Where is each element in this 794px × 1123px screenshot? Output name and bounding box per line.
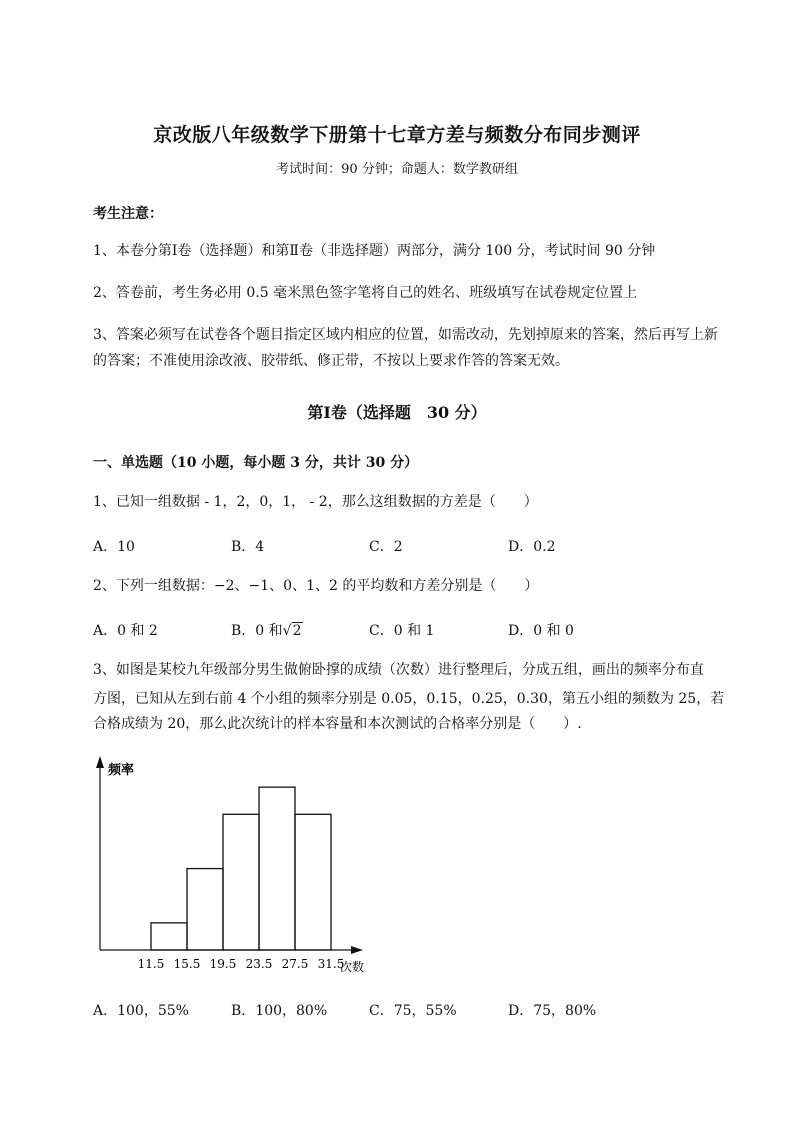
histogram-bar (223, 814, 259, 950)
frequency-histogram (88, 752, 388, 982)
q1-option-b: B．4 (231, 539, 265, 555)
y-axis-arrow (96, 756, 104, 768)
q2-option-b (231, 620, 303, 640)
notice-item-3: 3、答案必须写在试卷各个题目指定区域内相应的位置，如需改动，先划掉原来的答案，然后再写上新 (93, 327, 718, 343)
notice-heading: 考生注意： (93, 206, 163, 222)
page-title: 京改版八年级数学下册第十七章方差与频数分布同步测评 (153, 124, 641, 146)
q2-option-b-text: B．0 和 (231, 623, 283, 639)
part-title: 一、单选题（10 小题，每小题 3 分，共计 30 分） (93, 455, 419, 471)
q3-option-d: D．75，80% (508, 1003, 597, 1019)
histogram-bar (187, 869, 223, 950)
sqrt-symbol: √2 (282, 623, 302, 639)
question-3-stem-line-1: 3、如图是某校九年级部分男生做俯卧撑的成绩（次数）进行整理后，分成五组，画出的频率分布直 (93, 662, 704, 678)
x-tick-label: 11.5 (137, 957, 165, 971)
x-axis-label: 次数 (340, 960, 365, 974)
q3-option-c: C．75，55% (369, 1003, 457, 1019)
q1-option-d: D．0.2 (508, 539, 556, 555)
notice-item-2: 2、答卷前，考生务必用 0.5 毫米黑色签字笔将自己的姓名、班级填写在试卷规定位置上 (93, 285, 638, 301)
question-2-stem: 2、下列一组数据：−2、−1、0、1、2 的平均数和方差分别是（ ） (93, 578, 539, 594)
question-3-stem-line-2: 方图，已知从左到右前 4 个小组的频率分别是 0.05，0.15，0.25，0.30，第五小组的频数为 25，若 (93, 691, 725, 707)
sqrt-radicand: 2 (292, 623, 302, 639)
histogram-bar (151, 923, 187, 950)
x-tick-label: 23.5 (245, 957, 273, 971)
section-title: 第Ⅰ卷（选择题 30 分） (307, 403, 487, 422)
q1-option-c: C．2 (369, 539, 403, 555)
exam-info: 考试时间：90 分钟；命题人：数学教研组 (276, 162, 518, 177)
x-tick-label: 15.5 (173, 957, 201, 971)
x-tick-label: 31.5 (317, 957, 345, 971)
question-1-stem: 1、已知一组数据 - 1，2，0，1， - 2，那么这组数据的方差是（ ） (93, 494, 538, 510)
q3-option-b: B．100，80% (231, 1003, 328, 1019)
x-tick-label: 27.5 (281, 957, 309, 971)
q1-option-a: A．10 (93, 539, 135, 555)
x-tick-label: 19.5 (209, 957, 237, 971)
q2-option-a: A．0 和 2 (93, 623, 158, 639)
q3-option-a: A．100，55% (93, 1003, 189, 1019)
q2-option-d: D．0 和 0 (508, 623, 574, 639)
x-axis-arrow (351, 946, 363, 954)
histogram-bar (259, 787, 295, 950)
question-3-stem-line-3: 合格成绩为 20，那么此次统计的样本容量和本次测试的合格率分别是（ ）. (93, 716, 582, 732)
notice-item-1: 1、本卷分第Ⅰ卷（选择题）和第Ⅱ卷（非选择题）两部分，满分 100 分，考试时间 90 分钟 (93, 243, 656, 259)
histogram-bar (295, 814, 331, 950)
q2-option-c: C．0 和 1 (369, 623, 435, 639)
y-axis-label: 频率 (108, 763, 135, 778)
notice-item-3-cont: 的答案；不准使用涂改液、胶带纸、修正带，不按以上要求作答的答案无效。 (93, 353, 569, 369)
